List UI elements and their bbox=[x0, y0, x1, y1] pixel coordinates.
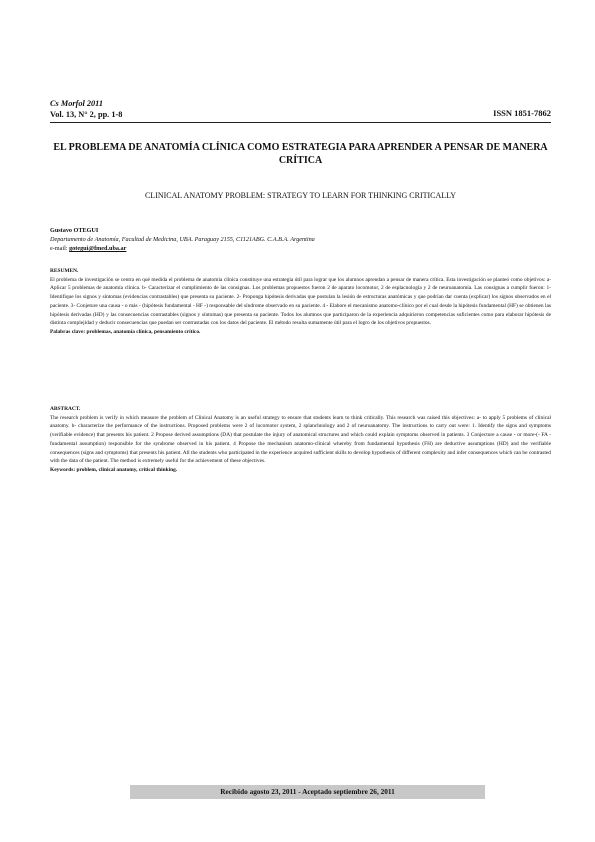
received-accepted-bar: Recibido agosto 23, 2011 - Aceptado septiembre 26, 2011 bbox=[130, 785, 485, 799]
resumen-keywords: Palabras clave: problemas, anatomía clínica, pensamiento crítico. bbox=[50, 328, 201, 335]
issn: ISSN 1851-7862 bbox=[493, 108, 551, 118]
resumen-heading: RESUMEN. bbox=[50, 268, 79, 274]
author-name: Gustavo OTEGUI bbox=[50, 227, 99, 234]
journal-volume: Vol. 13, N° 2, pp. 1-8 bbox=[50, 110, 123, 119]
author-email-line bbox=[50, 244, 551, 253]
email-label: e-mail: bbox=[50, 245, 68, 252]
author-email-link[interactable]: gotegui@fmed.uba.ar bbox=[69, 245, 127, 252]
journal-info bbox=[50, 98, 122, 120]
abstract-keywords: Keywords: problem, clinical anatomy, critical thinking. bbox=[50, 466, 178, 473]
author-block bbox=[50, 226, 551, 253]
abstract-body: The research problem is verify in which measure the problem of Clinical Anatomy is an useful strategy to ensure that students learn to think critically. This research was raised this objectives: a- to apply 5 problems of clinical anatomy. b- characterize the performance of the instructions. Proposed problems were 2 of locomotor system, 2 splanchnology and 2 of neuroanatomy. The instructions to carry out were: 1. Identify the signs and symptoms (verifiable evidence) that presents his patient. 2 Propose derived assumptions (DA) that postulate the injury of anatomical structures and which could explain symptoms observed in patients. 3 Conjecture a cause - or more-(- FA - fundamental assumption) responsible for the syndrome observed in his patient. 4 Propose the mechanism anatomo-clinical whereby from fundamental hypothesis (FH) are deductive assumptions (HD) and the verifiable consequences (signs and symptoms) that presents his patient. All the students who participated in the experience acquired sufficient skills to develop hypothesis of different complexity and infer consequences which can be contrasted with the data of the patient. The method is extremely useful for the achievement of these objectives. bbox=[50, 414, 551, 465]
abstract-heading: ABSTRACT. bbox=[50, 406, 81, 412]
title-spanish: EL PROBLEMA DE ANATOMÍA CLÍNICA COMO ESTRATEGIA PARA APRENDER A PENSAR DE MANERA CRÍTICA bbox=[53, 142, 548, 166]
resumen-section bbox=[50, 267, 551, 337]
author-affiliation: Departamento de Anatomía, Facultad de Medicina, UBA. Paraguay 2155, C1121ABG. C.A.B.A. Argentina bbox=[50, 236, 315, 243]
header-rule bbox=[50, 122, 551, 123]
abstract-section bbox=[50, 405, 551, 475]
journal-name: Cs Morfol 2011 bbox=[50, 99, 104, 108]
title-english: CLINICAL ANATOMY PROBLEM: STRATEGY TO LEARN FOR THINKING CRITICALLY bbox=[144, 191, 457, 200]
resumen-body: El problema de investigación se centra en qué medida el problema de anatomía clínica constituye una estrategia útil para lograr que los alumnos aprendan a pensar de manera crítica. Esta investigación se planteó como objetivos: a- Aplicar 5 problemas de anatomía clínica. b- Caracterizar el cumplimiento de las consignas. Los problemas propuestos fueron 2 de aparato locomotor, 2 de esplacnología y 2 de neuroanatomía. Las consignas a cumplir fueron: 1- Identifique los signos y síntomas (evidencias contrastables) que presenta su paciente. 2- Proponga hipótesis derivadas que postulan la lesión de estructuras anatómicas y que podrían dar cuenta (explicar) los signos observados en el paciente. 3- Conjeture una causa - o más - (hipótesis fundamental - HF -) responsable del síndrome observado en su paciente. 4 - Elabore el mecanismo anatomo-clínico por el cual desde la hipótesis fundamental (HF) se obtienen las hipótesis derivadas (HD) y las consecuencias contrastables (signos y síntomas) que presenta su paciente. Todos los alumnos que participaron de la experiencia adquirieron competencias suficientes como para elaborar hipótesis de distinta complejidad y deducir consecuencias que puedan ser contrastadas con los datos del paciente. El método resulta sumamente útil para el logro de los objetivos propuestos. bbox=[50, 276, 551, 327]
